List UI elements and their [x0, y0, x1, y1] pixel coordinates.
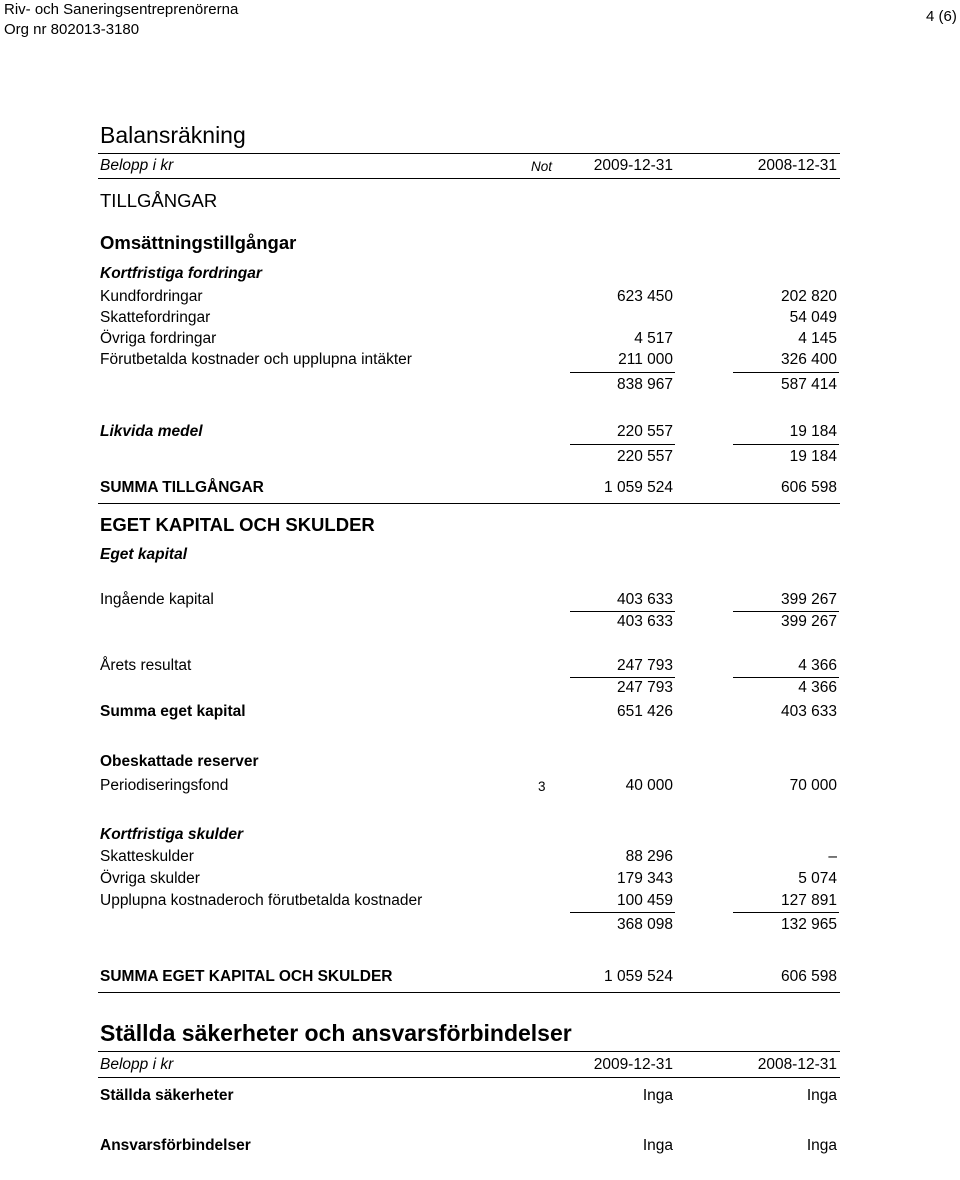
value-2008: 127 891 — [780, 892, 837, 909]
cash-label: Likvida medel — [100, 423, 203, 440]
value-2009: 623 450 — [616, 288, 673, 305]
opening-equity-label: Ingående kapital — [100, 591, 214, 608]
value-2009: 4 517 — [634, 330, 673, 347]
pledged-title-rule — [98, 1051, 840, 1052]
tax-allocation-2008: 70 000 — [789, 777, 837, 794]
securities-2008: Inga — [806, 1087, 837, 1104]
opening-equity-2009: 403 633 — [616, 591, 673, 608]
value-2008: 326 400 — [780, 351, 837, 368]
value-2008: – — [828, 848, 837, 865]
org-number: Org nr 802013-3180 — [4, 21, 140, 38]
cash-sum-2009: 220 557 — [616, 448, 673, 465]
equity-heading: Eget kapital — [100, 546, 187, 563]
current-assets-heading: Omsättningstillgångar — [100, 232, 297, 253]
opening-sum-2009: 403 633 — [616, 613, 673, 630]
cash-2009: 220 557 — [616, 423, 673, 440]
page-number: 4 (6) — [926, 8, 957, 25]
column-header-rule — [98, 178, 840, 179]
pledged-header-rule — [98, 1077, 840, 1078]
company-name: Riv- och Saneringsentreprenörerna — [4, 1, 239, 18]
total-assets-2008: 606 598 — [780, 479, 837, 496]
total-eq-liab-rule — [98, 992, 840, 993]
subtotal-rule — [570, 611, 675, 612]
contingent-2008: Inga — [806, 1137, 837, 1154]
column-header-2009: 2009-12-31 — [593, 157, 673, 174]
result-label: Årets resultat — [100, 657, 192, 674]
short-liabilities-heading: Kortfristiga skulder — [100, 826, 243, 843]
securities-label: Ställda säkerheter — [100, 1087, 234, 1104]
total-assets-2009: 1 059 524 — [604, 479, 673, 496]
value-2008: 5 074 — [798, 870, 837, 887]
result-2009: 247 793 — [616, 657, 673, 674]
pledged-title: Ställda säkerheter och ansvarsförbindelser — [100, 1020, 572, 1046]
receivables-sum-2008: 587 414 — [780, 376, 837, 393]
subtotal-rule — [570, 372, 675, 373]
total-eq-liab-2009: 1 059 524 — [604, 968, 673, 985]
receivables-sum-2009: 838 967 — [616, 376, 673, 393]
value-2008: 202 820 — [780, 288, 837, 305]
value-2009: 88 296 — [625, 848, 673, 865]
value-2009: 100 459 — [616, 892, 673, 909]
total-eq-liab-2008: 606 598 — [780, 968, 837, 985]
subtotal-rule — [570, 912, 675, 913]
row-label: Skatteskulder — [100, 848, 194, 865]
contingent-label: Ansvarsförbindelser — [100, 1137, 251, 1154]
total-equity-2009: 651 426 — [616, 703, 673, 720]
liabilities-sum-2008: 132 965 — [780, 916, 837, 933]
assets-heading: TILLGÅNGAR — [100, 190, 218, 211]
equity-liabilities-heading: EGET KAPITAL OCH SKULDER — [100, 514, 375, 535]
tax-allocation-2009: 40 000 — [625, 777, 673, 794]
tax-allocation-note: 3 — [538, 779, 546, 794]
total-eq-liab-label: SUMMA EGET KAPITAL OCH SKULDER — [100, 968, 393, 985]
pledged-col-2008: 2008-12-31 — [757, 1056, 837, 1073]
securities-2009: Inga — [642, 1087, 673, 1104]
total-equity-label: Summa eget kapital — [100, 703, 246, 720]
title-rule — [98, 153, 840, 154]
total-assets-label: SUMMA TILLGÅNGAR — [100, 479, 264, 496]
liabilities-sum-2009: 368 098 — [616, 916, 673, 933]
row-label: Skattefordringar — [100, 309, 211, 326]
opening-equity-2008: 399 267 — [780, 591, 837, 608]
subtotal-rule — [733, 444, 839, 445]
subtotal-rule — [733, 912, 839, 913]
untaxed-reserves-heading: Obeskattade reserver — [100, 753, 259, 770]
subtotal-rule — [733, 677, 839, 678]
total-equity-2008: 403 633 — [780, 703, 837, 720]
subtotal-rule — [570, 444, 675, 445]
result-sum-2008: 4 366 — [798, 679, 837, 696]
subtotal-rule — [733, 372, 839, 373]
pledged-amount-unit: Belopp i kr — [100, 1056, 174, 1073]
row-label: Förutbetalda kostnader och upplupna intäkter — [100, 351, 412, 368]
row-label: Övriga skulder — [100, 870, 200, 887]
value-2009: 211 000 — [618, 351, 673, 368]
row-label: Övriga fordringar — [100, 330, 217, 347]
column-header-2008: 2008-12-31 — [757, 157, 837, 174]
short-receivables-heading: Kortfristiga fordringar — [100, 265, 262, 282]
value-2009: 179 343 — [616, 870, 673, 887]
cash-2008: 19 184 — [789, 423, 837, 440]
result-2008: 4 366 — [798, 657, 837, 674]
cash-sum-2008: 19 184 — [789, 448, 837, 465]
note-column-header: Not — [531, 159, 553, 174]
subtotal-rule — [733, 611, 839, 612]
row-label: Kundfordringar — [100, 288, 203, 305]
balance-sheet-title: Balansräkning — [100, 122, 246, 148]
value-2008: 4 145 — [798, 330, 837, 347]
contingent-2009: Inga — [642, 1137, 673, 1154]
value-2008: 54 049 — [789, 309, 837, 326]
result-sum-2009: 247 793 — [616, 679, 673, 696]
pledged-col-2009: 2009-12-31 — [593, 1056, 673, 1073]
subtotal-rule — [570, 677, 675, 678]
total-assets-rule — [98, 503, 840, 504]
row-label: Upplupna kostnaderoch förutbetalda kostnader — [100, 892, 423, 909]
amount-unit-label: Belopp i kr — [100, 157, 174, 174]
tax-allocation-label: Periodiseringsfond — [100, 777, 229, 794]
opening-sum-2008: 399 267 — [780, 613, 837, 630]
